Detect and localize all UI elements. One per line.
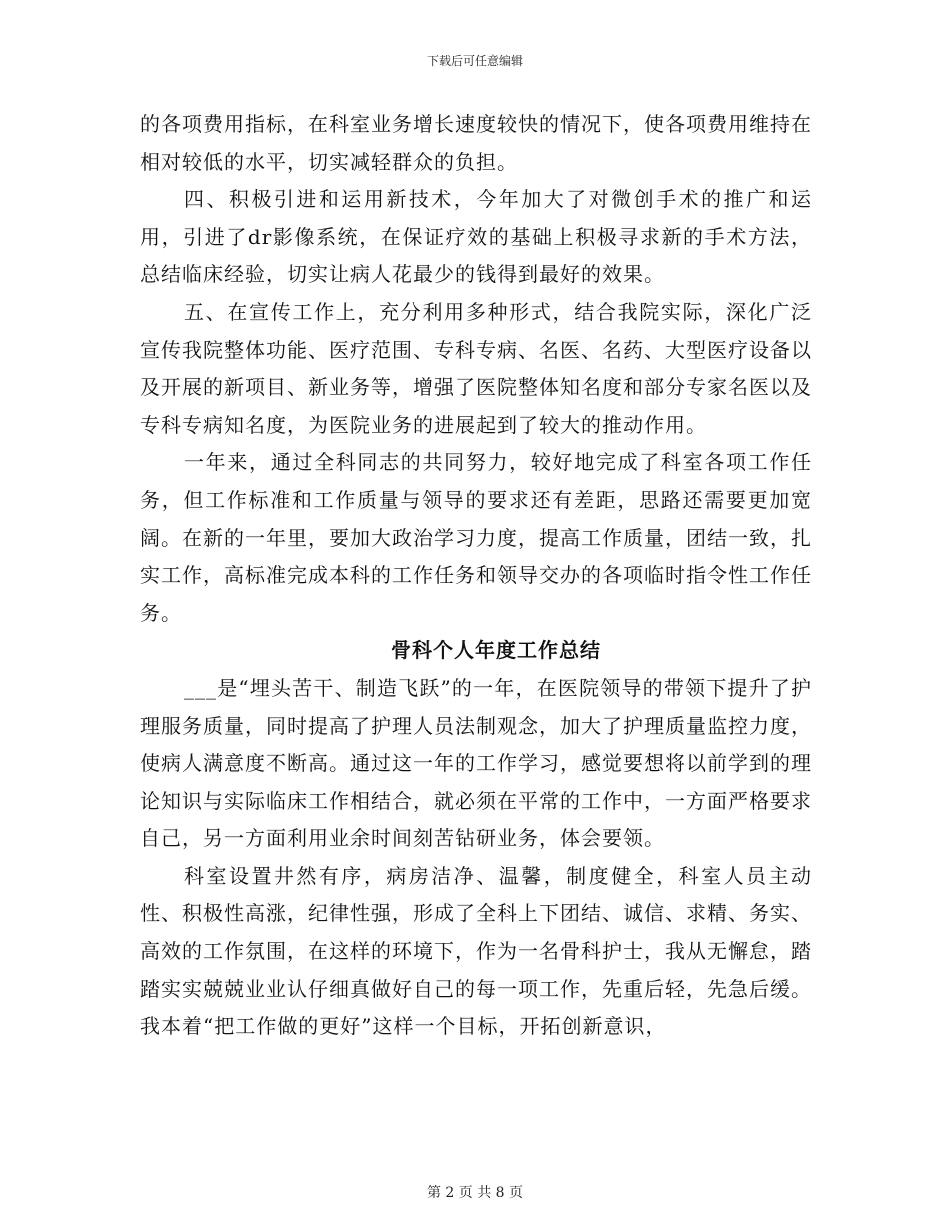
paragraph-department: 科室设置井然有序，病房洁净、温馨，制度健全，科室人员主动性、积极性高涨，纪律性强，形成了全科上下团结、诚信、求精、务实、高效的工作氛围，在这样的环境下，作为一名骨科护士，我从无懈怠，踏踏实实兢兢业业认仔细真做好自己的每一项工作，先重后轻，先急后缓。我本着“把工作做的更好”这样一个目标，开拓创新意识， [140,863,812,1039]
paragraph-section-intro: ___是“埋头苦干、制造飞跃”的一年，在医院领导的带领下提升了护理服务质量，同时提高了护理人员法制观念，加大了护理质量监控力度，使病人满意度不断高。通过这一年的工作学习，感觉要想将以前学到的理论知识与实际临床工作相结合，就必须在平常的工作中，一方面严格要求自己，另一方面利用业余时间刻苦钻研业务，体会要领。 [140,675,812,851]
document-body [140,106,812,1046]
paragraph-new-technology: 四、积极引进和运用新技术，今年加大了对微创手术的推广和运用，引进了dr影像系统，在保证疗效的基础上积极寻求新的手术方法，总结临床经验，切实让病人花最少的钱得到最好的效果。 [140,187,812,287]
paragraph-publicity: 五、在宣传工作上，充分利用多种形式，结合我院实际，深化广泛宣传我院整体功能、医疗范围、专科专病、名医、名药、大型医疗设备以及开展的新项目、新业务等，增强了医院整体知名度和部分专家名医以及专科专病知名度，为医院业务的进展起到了较大的推动作用。 [140,299,812,437]
paragraph-year-summary: 一年来，通过全科同志的共同努力，较好地完成了科室各项工作任务，但工作标准和工作质量与领导的要求还有差距，思路还需要更加宽阔。在新的一年里，要加大政治学习力度，提高工作质量，团结一致，扎实工作，高标准完成本科的工作任务和领导交办的各项临时指令性工作任务。 [140,450,812,625]
page-footer: 第 2 页 共 8 页 [426,1185,524,1201]
paragraph-continued: 的各项费用指标，在科室业务增长速度较快的情况下，使各项费用维持在相对较低的水平，切实减轻群众的负担。 [140,112,812,174]
page-header: 下载后可任意编辑 [426,54,523,68]
section-title: 骨科个人年度工作总结 [391,638,601,663]
